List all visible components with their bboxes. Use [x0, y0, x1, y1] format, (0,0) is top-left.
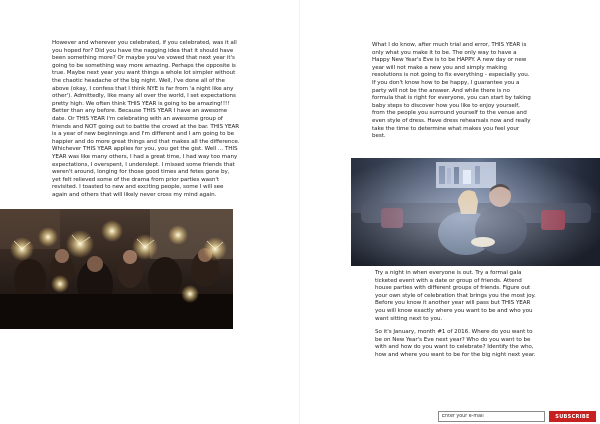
- party-sparklers-photo: [0, 209, 233, 329]
- right-page-top-paragraph: What I do know, after much trial and error, THIS YEAR is only what you make it to be. The only way to have a Happy New Year's Eve is to be HAPPY. A new day or new year will not make a new you and simply making resolutions is not going to fix everything - especially you. If you don't know how to be happy, I guarantee you a party will not be the answer. And while there is no formula that is right for everyone, you can start by taking baby steps to discover how you like to enjoy yourself, from the people you surround yourself to the venue and even style of dress. Have dress rehearsals now and really take the time to determine what makes you feel your best.: [372, 42, 531, 140]
- couple-on-couch-photo: [351, 158, 600, 266]
- subscribe-bar: [438, 411, 600, 424]
- left-page-paragraph: However and wherever you celebrated, if you celebrated, was it all you hoped for? Did you have the nagging idea that it should have been something more? Or maybe you've vowed that next year it's going to be something way more amazing. Perhaps the opposite is true. Maybe next year you want things a whole lot simpler without the chaotic headache of the big night. Well, I've done all of the above (okay, I confess that I think NYE is far from 'a night like any other'). Admittedly, like many all over the world, I set expectations pretty high. We often think THIS YEAR is going to be amazing!!!! Better than any before. Because THIS YEAR I have an awesome date. Or THIS YEAR I'm celebrating with an awesome group of friends and NOT going out to battle the crowd at the bar. THIS YEAR is a year of new beginnings and I'm different and I am going to be happier and do more great things and that makes all the difference. Whichever THIS YEAR applies for you, you get the gist. Well ... THIS YEAR was like many others, I had a great time, I had way too many expectations, I overspent, I underslept. I missed some friends that weren't around, longing for those good times and fetes gone by, yet felt relieved some of the drama from prior parties wasn't revisited. I toasted to new and exciting people, some I will see again and others that will likely never cross my mind again.: [52, 40, 240, 198]
- left-page-body: [52, 40, 240, 205]
- right-page-bottom-paragraph: So it's January, month #1 of 2016. Where do you want to be on New Year's Eve next year? Who do you want to be with and how do you want to celebrate? Identify the who, how and where you want to be for the big night next year.: [375, 329, 536, 358]
- right-page-top-text: [372, 42, 532, 147]
- right-page-bottom-text: [375, 270, 540, 366]
- right-page-bottom-paragraph: Try a night in when everyone is out. Try a formal gala ticketed event with a date or group of friends. Attend house parties with different groups of friends. Figure out your own style of celebration that brings you the most joy. Before you know it another year will pass but THIS YEAR you will know exactly where you want to be and who you want sitting next to you.: [375, 270, 536, 322]
- subscribe-button[interactable]: SUBSCRIBE: [549, 411, 596, 422]
- email-input[interactable]: [438, 411, 545, 422]
